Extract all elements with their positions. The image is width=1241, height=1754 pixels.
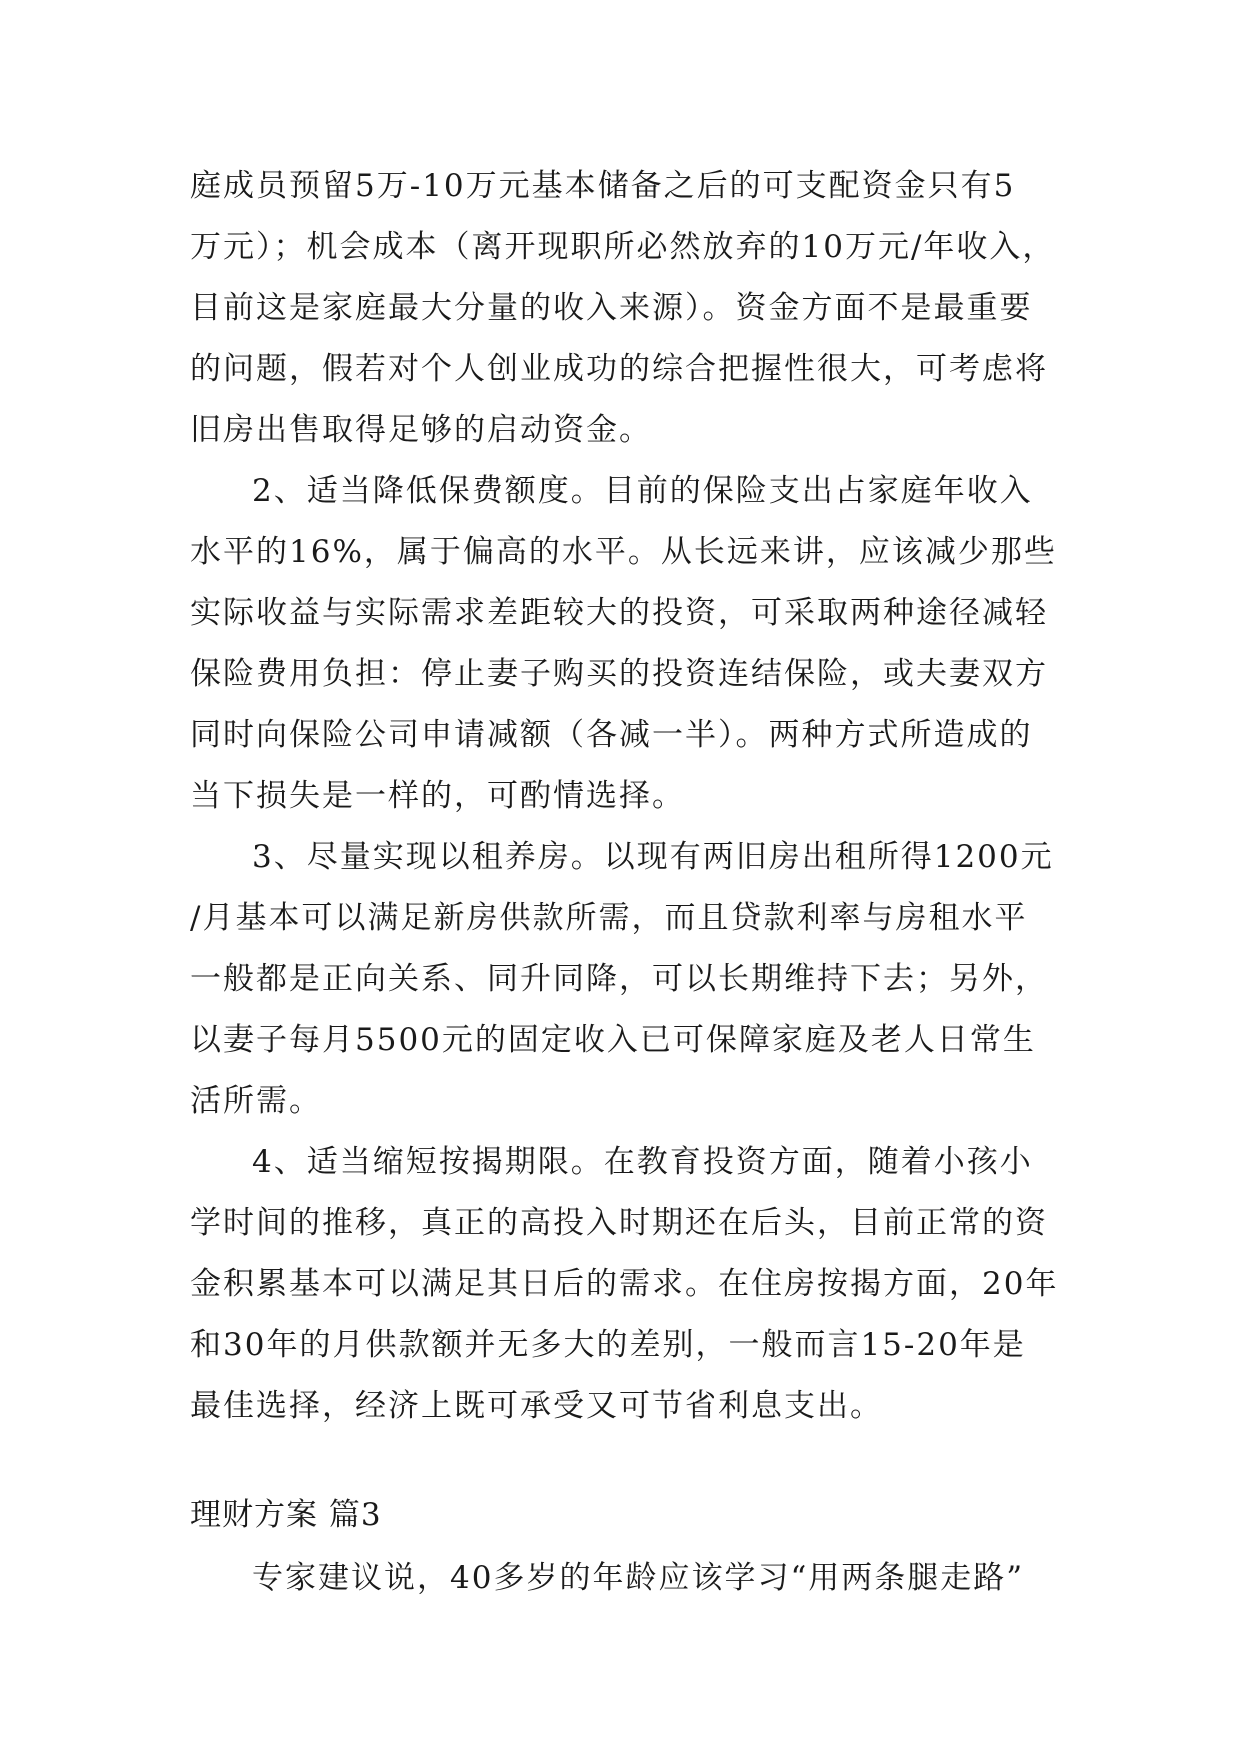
body-text-line: 金积累基本可以满足其日后的需求。在住房按揭方面，20年 (190, 1266, 1059, 1302)
section-first-line: 专家建议说，40多岁的年龄应该学习“用两条腿走路” (252, 1560, 1025, 1596)
paragraph-3-first-line: 3、尽量实现以租养房。以现有两旧房出租所得1200元 (252, 839, 1054, 875)
body-text-line: 庭成员预留5万-10万元基本储备之后的可支配资金只有5 (190, 168, 1016, 204)
body-text-line: 活所需。 (190, 1083, 322, 1119)
section-heading: 理财方案 篇3 (190, 1497, 382, 1533)
body-text-line: 当下损失是一样的，可酌情选择。 (190, 778, 685, 814)
body-text-line: 旧房出售取得足够的启动资金。 (190, 412, 652, 448)
body-text-line: 实际收益与实际需求差距较大的投资，可采取两种途径减轻 (190, 595, 1048, 631)
body-text-line: 一般都是正向关系、同升同降，可以长期维持下去；另外， (190, 961, 1048, 997)
body-text-line: 最佳选择，经济上既可承受又可节省利息支出。 (190, 1388, 883, 1424)
body-text-line: 保险费用负担：停止妻子购买的投资连结保险，或夫妻双方 (190, 656, 1048, 692)
body-text-line: 和30年的月供款额并无多大的差别，一般而言15-20年是 (190, 1327, 1026, 1363)
paragraph-2-first-line: 2、适当降低保费额度。目前的保险支出占家庭年收入 (252, 473, 1033, 509)
body-text-line: 以妻子每月5500元的固定收入已可保障家庭及老人日常生 (190, 1022, 1036, 1058)
body-text-line: 目前这是家庭最大分量的收入来源）。资金方面不是最重要 (190, 290, 1033, 326)
body-text-line: 的问题，假若对个人创业成功的综合把握性很大，可考虑将 (190, 351, 1048, 387)
body-text-line: 学时间的推移，真正的高投入时期还在后头，目前正常的资 (190, 1205, 1048, 1241)
paragraph-4-first-line: 4、适当缩短按揭期限。在教育投资方面，随着小孩小 (252, 1144, 1033, 1180)
body-text-line: /月基本可以满足新房供款所需，而且贷款利率与房租水平 (190, 900, 1028, 936)
body-text-line: 同时向保险公司申请减额（各减一半）。两种方式所造成的 (190, 717, 1033, 753)
body-text-line: 万元）；机会成本（离开现职所必然放弃的10万元/年收入， (190, 229, 1056, 265)
body-text-line: 水平的16%，属于偏高的水平。从长远来讲，应该减少那些 (190, 534, 1057, 570)
